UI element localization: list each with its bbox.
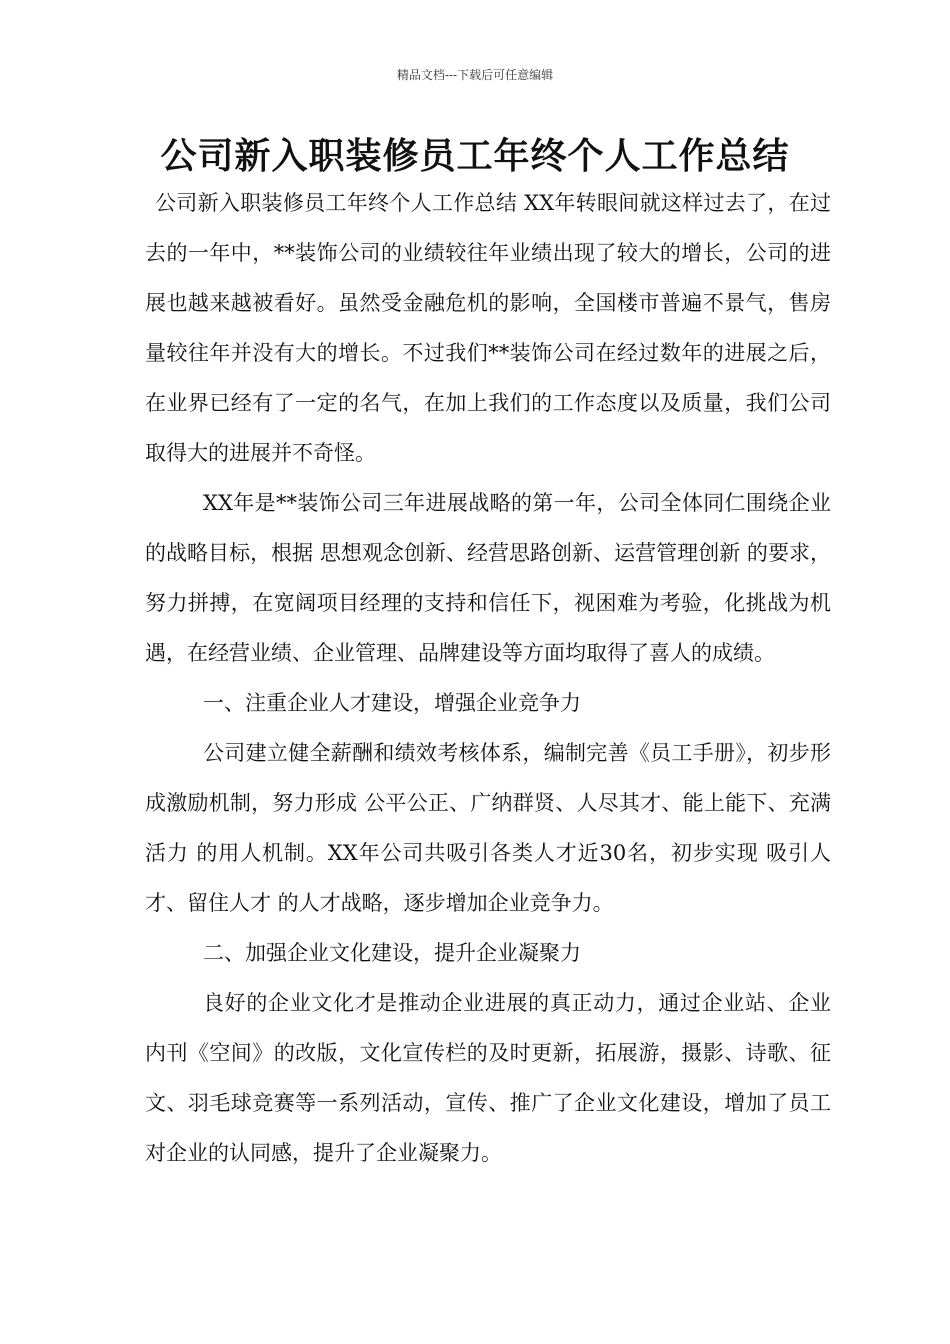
- document-body: [145, 178, 831, 1178]
- paragraph-intro: 公司新入职装修员工年终个人工作总结 XX年转眼间就这样过去了，在过去的一年中，**装饰公司的业绩较往年业绩出现了较大的增长，公司的进展也越来越被看好。虽然受金融危机的影响，全国楼市普遍不景气，售房量较往年并没有大的增长。不过我们**装饰公司在经过数年的进展之后，在业界已经有了一定的名气，在加上我们的工作态度以及质量，我们公司取得大的进展并不奇怪。: [145, 191, 831, 465]
- paragraph-strategy: XX年是**装饰公司三年进展战略的第一年，公司全体同仁围绕企业的战略目标，根据 思想观念创新、经营思路创新、运营管理创新 的要求，努力拼搏，在宽阔项目经理的支持和信任下，视困难为考验，化挑战为机遇，在经营业绩、企业管理、品牌建设等方面均取得了喜人的成绩。: [145, 491, 831, 665]
- section-heading-talent: 一、注重企业人才建设，增强企业竞争力: [203, 691, 581, 715]
- paragraph-talent: 公司建立健全薪酬和绩效考核体系，编制完善《员工手册》，初步形成激励机制，努力形成 公平公正、广纳群贤、人尽其才、能上能下、充满活力 的用人机制。XX年公司共吸引各类人才近30名，初步实现 吸引人才、留住人才 的人才战略，逐步增加企业竞争力。: [145, 741, 831, 915]
- header-note: 精品文档---下载后可任意编辑: [396, 68, 554, 82]
- paragraph-culture: 良好的企业文化才是推动企业进展的真正动力，通过企业站、企业内刊《空间》的改版，文化宣传栏的及时更新，拓展游，摄影、诗歌、征文、羽毛球竞赛等一系列活动，宣传、推广了企业文化建设，增加了员工对企业的认同感，提升了企业凝聚力。: [145, 991, 831, 1165]
- document-title: 公司新入职装修员工年终个人工作总结: [160, 136, 790, 177]
- section-heading-culture: 二、加强企业文化建设，提升企业凝聚力: [203, 941, 581, 965]
